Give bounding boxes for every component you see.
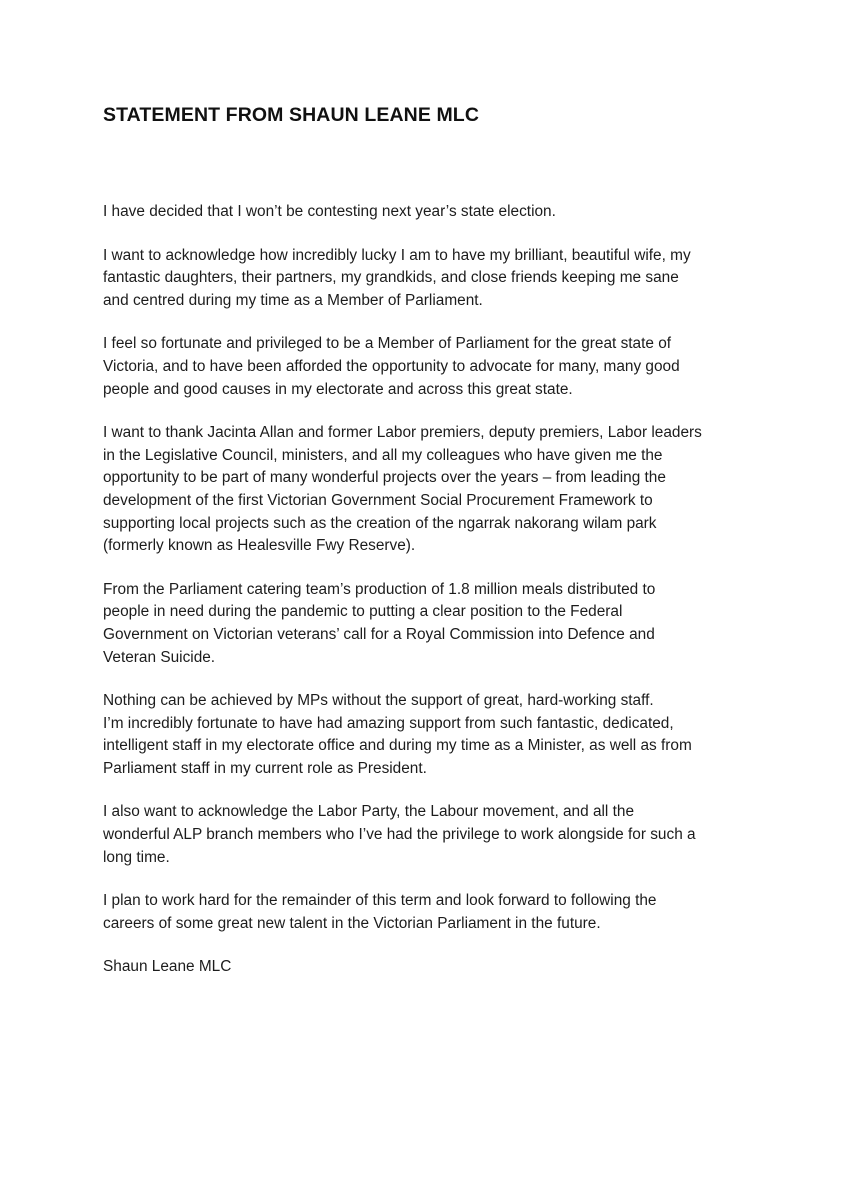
paragraph-line: in the Legislative Council, ministers, and all my colleagues who have given me the	[103, 446, 663, 464]
document-title: STATEMENT FROM SHAUN LEANE MLC	[103, 104, 480, 126]
paragraph-line: people and good causes in my electorate and across this great state.	[103, 380, 573, 398]
paragraph-line: (formerly known as Healesville Fwy Reserve).	[103, 537, 416, 555]
paragraph-staff	[103, 690, 763, 780]
paragraph-line: Parliament staff in my current role as President.	[103, 759, 427, 777]
statement-body	[103, 201, 763, 979]
paragraph-line: careers of some great new talent in the Victorian Parliament in the future.	[103, 914, 601, 932]
paragraph-line: I also want to acknowledge the Labor Party, the Labour movement, and all the	[103, 803, 635, 821]
paragraph-line: development of the first Victorian Government Social Procurement Framework to	[103, 491, 653, 509]
paragraph-line: people in need during the pandemic to putting a clear position to the Federal	[103, 603, 623, 621]
paragraph-family	[103, 245, 763, 313]
paragraph-line: I want to acknowledge how incredibly lucky I am to have my brilliant, beautiful wife, my	[103, 246, 691, 264]
paragraph-line: Government on Victorian veterans’ call for a Royal Commission into Defence and	[103, 625, 655, 643]
paragraph-privilege	[103, 333, 763, 401]
paragraph-thanks	[103, 422, 763, 558]
paragraph-line: opportunity to be part of many wonderful projects over the years – from leading the	[103, 469, 666, 487]
paragraph-party	[103, 801, 763, 869]
paragraph-line: I have decided that I won’t be contesting next year’s state election.	[103, 203, 556, 220]
paragraph-line: I feel so fortunate and privileged to be a Member of Parliament for the great state of	[103, 335, 672, 353]
paragraph-line: From the Parliament catering team’s production of 1.8 million meals distributed to	[103, 580, 656, 598]
paragraph-line: I plan to work hard for the remainder of this term and look forward to following the	[103, 892, 657, 910]
paragraph-line: wonderful ALP branch members who I’ve had the privilege to work alongside for such a	[103, 826, 696, 844]
signature: Shaun Leane MLC	[103, 958, 232, 976]
paragraph-line: I’m incredibly fortunate to have had amazing support from such fantastic, dedicated,	[103, 714, 674, 732]
paragraph-future	[103, 890, 763, 935]
paragraph-line: Nothing can be achieved by MPs without the support of great, hard-working staff.	[103, 692, 654, 710]
paragraph-line: Victoria, and to have been afforded the opportunity to advocate for many, many good	[103, 357, 680, 375]
paragraph-line: intelligent staff in my electorate office and during my time as a Minister, as well as from	[103, 737, 692, 755]
paragraph-line: and centred during my time as a Member of Parliament.	[103, 291, 483, 309]
paragraph-line: I want to thank Jacinta Allan and former Labor premiers, deputy premiers, Labor leaders	[103, 424, 702, 442]
paragraph-line: long time.	[103, 848, 170, 866]
paragraph-catering	[103, 579, 763, 669]
paragraph-decision	[103, 201, 763, 224]
paragraph-line: supporting local projects such as the creation of the ngarrak nakorang wilam park	[103, 514, 657, 532]
paragraph-line: fantastic daughters, their partners, my grandkids, and close friends keeping me sane	[103, 269, 679, 287]
paragraph-line: Veteran Suicide.	[103, 648, 216, 666]
